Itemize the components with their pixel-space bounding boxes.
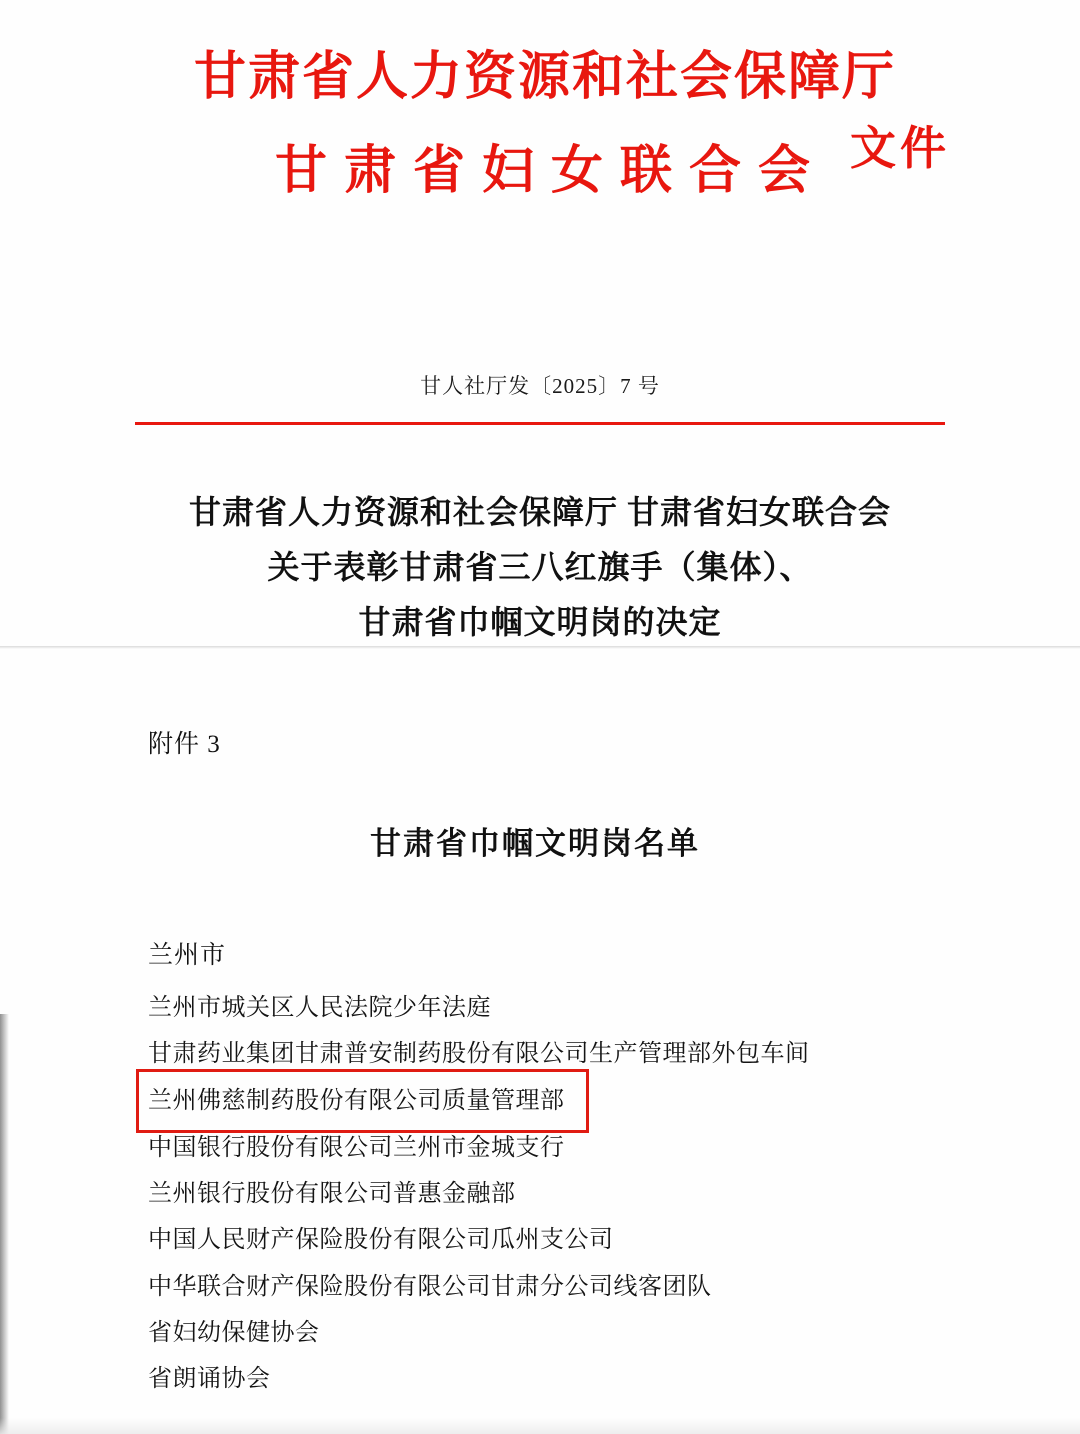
document-title-line-1: 甘肃省人力资源和社会保障厅 甘肃省妇女联合会 [188,494,891,530]
list-item [148,1171,1080,1217]
red-divider-rule [135,422,945,425]
list-item [148,1356,1080,1402]
list-item [148,1264,1080,1310]
list-item [148,1031,1080,1077]
document-word-mark: 文件 [850,123,950,174]
page-bottom-fade [0,1418,1080,1434]
unit-name: 省妇幼保健协会 [148,1319,320,1346]
masthead [0,0,1080,292]
city-heading: 兰州市 [148,942,227,970]
list-item [148,985,1080,1031]
unit-name: 中国人民财产保险股份有限公司瓜州支公司 [148,1227,614,1254]
document-number: 甘人社厅发〔2025〕7 号 [420,374,660,398]
scan-seam [0,646,1080,649]
unit-name: 中华联合财产保险股份有限公司甘肃分公司线客团队 [148,1273,712,1300]
unit-name: 中国银行股份有限公司兰州市金城支行 [148,1135,565,1162]
unit-name: 兰州银行股份有限公司普惠金融部 [148,1181,516,1208]
scan-edge-shadow [0,1014,9,1434]
unit-name: 省朗诵协会 [148,1365,271,1392]
document-title-line-3: 甘肃省巾帼文明岗的决定 [358,604,722,641]
issuing-org-secondary: 甘肃省妇女联合会 [274,143,827,200]
unit-name-highlighted: 兰州佛慈制药股份有限公司质量管理部 [144,1077,581,1125]
issuing-org-primary: 甘肃省人力资源和社会保障厅 [193,49,896,106]
list-title: 甘肃省巾帼文明岗名单 [370,826,700,862]
list-item [148,1077,1080,1125]
attachment-label: 附件 3 [148,731,221,759]
document-title-line-2: 关于表彰甘肃省三八红旗手（集体）、 [267,549,813,586]
list-item [148,1217,1080,1263]
list-item [148,1310,1080,1356]
list-item [148,1125,1080,1171]
unit-name: 兰州市城关区人民法院少年法庭 [148,995,491,1022]
unit-list [0,985,1080,1402]
document-title [0,485,1080,650]
unit-name: 甘肃药业集团甘肃普安制药股份有限公司生产管理部外包车间 [148,1041,810,1068]
